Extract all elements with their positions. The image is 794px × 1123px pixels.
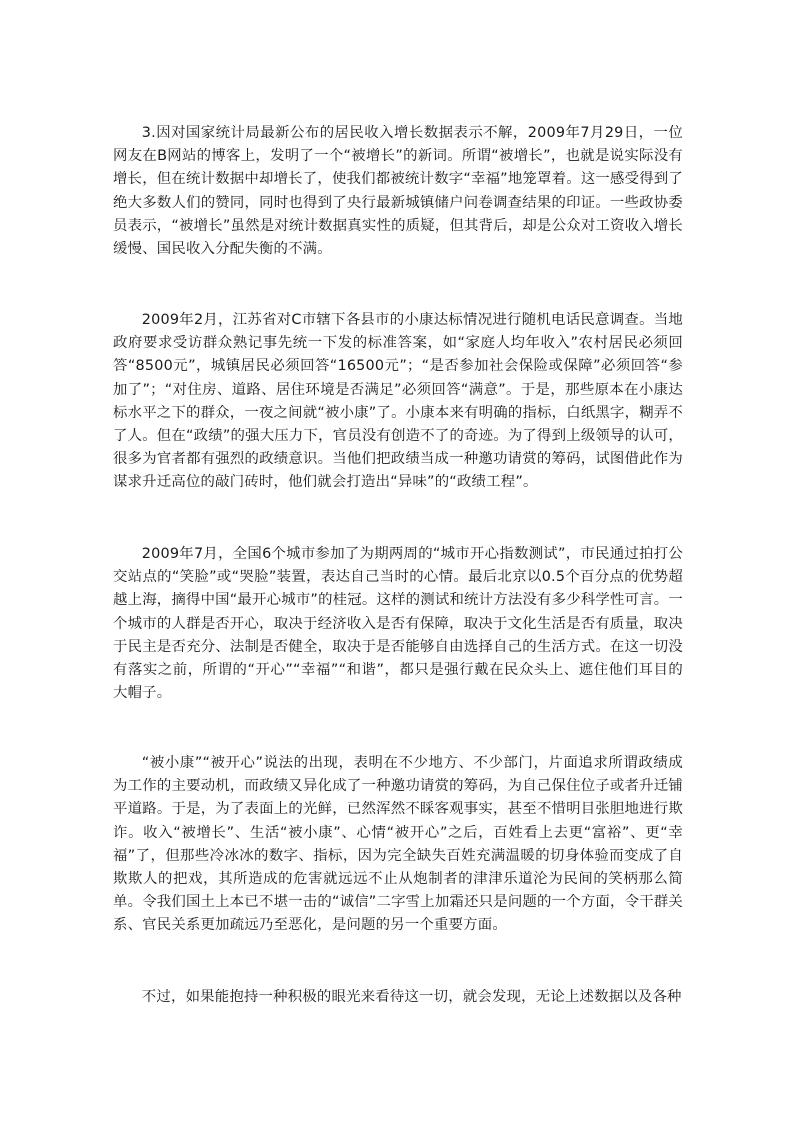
paragraph-conclusion-start: 不过，如果能抱持一种积极的眼光来看待这一切，就会发现，无论上述数据以及各种 [141,989,682,1005]
paragraph-bei-kaixin: 2009年7月，全国6个城市参加了为期两周的“城市开心指数测试”，市民通过拍打公交站点的“笑脸”或“哭脸”装置，表达自己当时的心情。最后北京以0.5个百分点的优势超越上海，摘得中国“最开心城市”的桂冠。这样的测试和统计方法没有多少科学性可言。一个城市的人群是否开心，取决于经济收入是否有保障，取决于文化生活是否有质量，取决于民主是否充分、法制是否健全，取决于是否能够自由选择自己的生活方式。在这一切没有落实之前，所谓的“开心”“幸福”“和谐”，都只是强行戴在民众头上、遮住他们耳目的大帽子。 [113,546,683,702]
paragraph-bei-xiaokang: 2009年2月，江苏省对C市辖下各县市的小康达标情况进行随机电话民意调查。当地政府要求受访群众熟记事先统一下发的标准答案，如“家庭人均年收入”农村居民必须回答“8500元”，城镇居民必须回答“16500元”；“是否参加社会保险或保障”必须回答“参加了”；“对住房、道路、居住环境是否满足”必须回答“满意”。于是，那些原本在小康达标水平之下的群众，一夜之间就“被小康”了。小康本来有明确的指标，白纸黑字，糊弄不了人。但在“政绩”的强大压力下，官员没有创造不了的奇迹。为了得到上级领导的认可，很多为官者都有强烈的政绩意识。当他们把政绩当成一种邀功请赏的筹码，试图借此作为谋求升迁高位的敲门砖时，他们就会打造出“异味”的“政绩工程”。 [113,312,683,491]
paragraph-bei-zengzhang: 3.因对国家统计局最新公布的居民收入增长数据表示不解，2009年7月29日，一位网友在B网站的博客上，发明了一个“被增长”的新词。所谓“被增长”，也就是说实际没有增长，但在统计数据中却增长了，使我们都被统计数字“幸福”地笼罩着。这一感受得到了绝大多数人们的赞同，同时也得到了央行最新城镇储户问卷调查结果的印证。一些政协委员表示，“被增长”虽然是对统计数据真实性的质疑，但其背后，却是公众对工资收入增长缓慢、国民收入分配失衡的不满。 [113,125,683,258]
paragraph-analysis: “被小康”“被开心”说法的出现，表明在不少地方、不少部门，片面追求所谓政绩成为工作的主要动机，而政绩又异化成了一种邀功请赏的筹码，为自己保住位子或者升迁铺平道路。于是，为了表面上的光鲜，已然浑然不睬客观事实，甚至不惜明目张胆地进行欺诈。收入“被增长”、生活“被小康”、心情“被开心”之后，百姓看上去更“富裕”、更“幸福”了，但那些冷冰冰的数字、指标，因为完全缺失百姓充满温暖的切身体验而变成了自欺欺人的把戏，其所造成的危害就远远不止从炮制者的津津乐道沦为民间的笑柄那么简单。令我们国土上本已不堪一击的“诚信”二字雪上加霜还只是问题的一个方面，令干群关系、官民关系更加疏远乃至恶化，是问题的另一个重要方面。 [113,755,683,934]
